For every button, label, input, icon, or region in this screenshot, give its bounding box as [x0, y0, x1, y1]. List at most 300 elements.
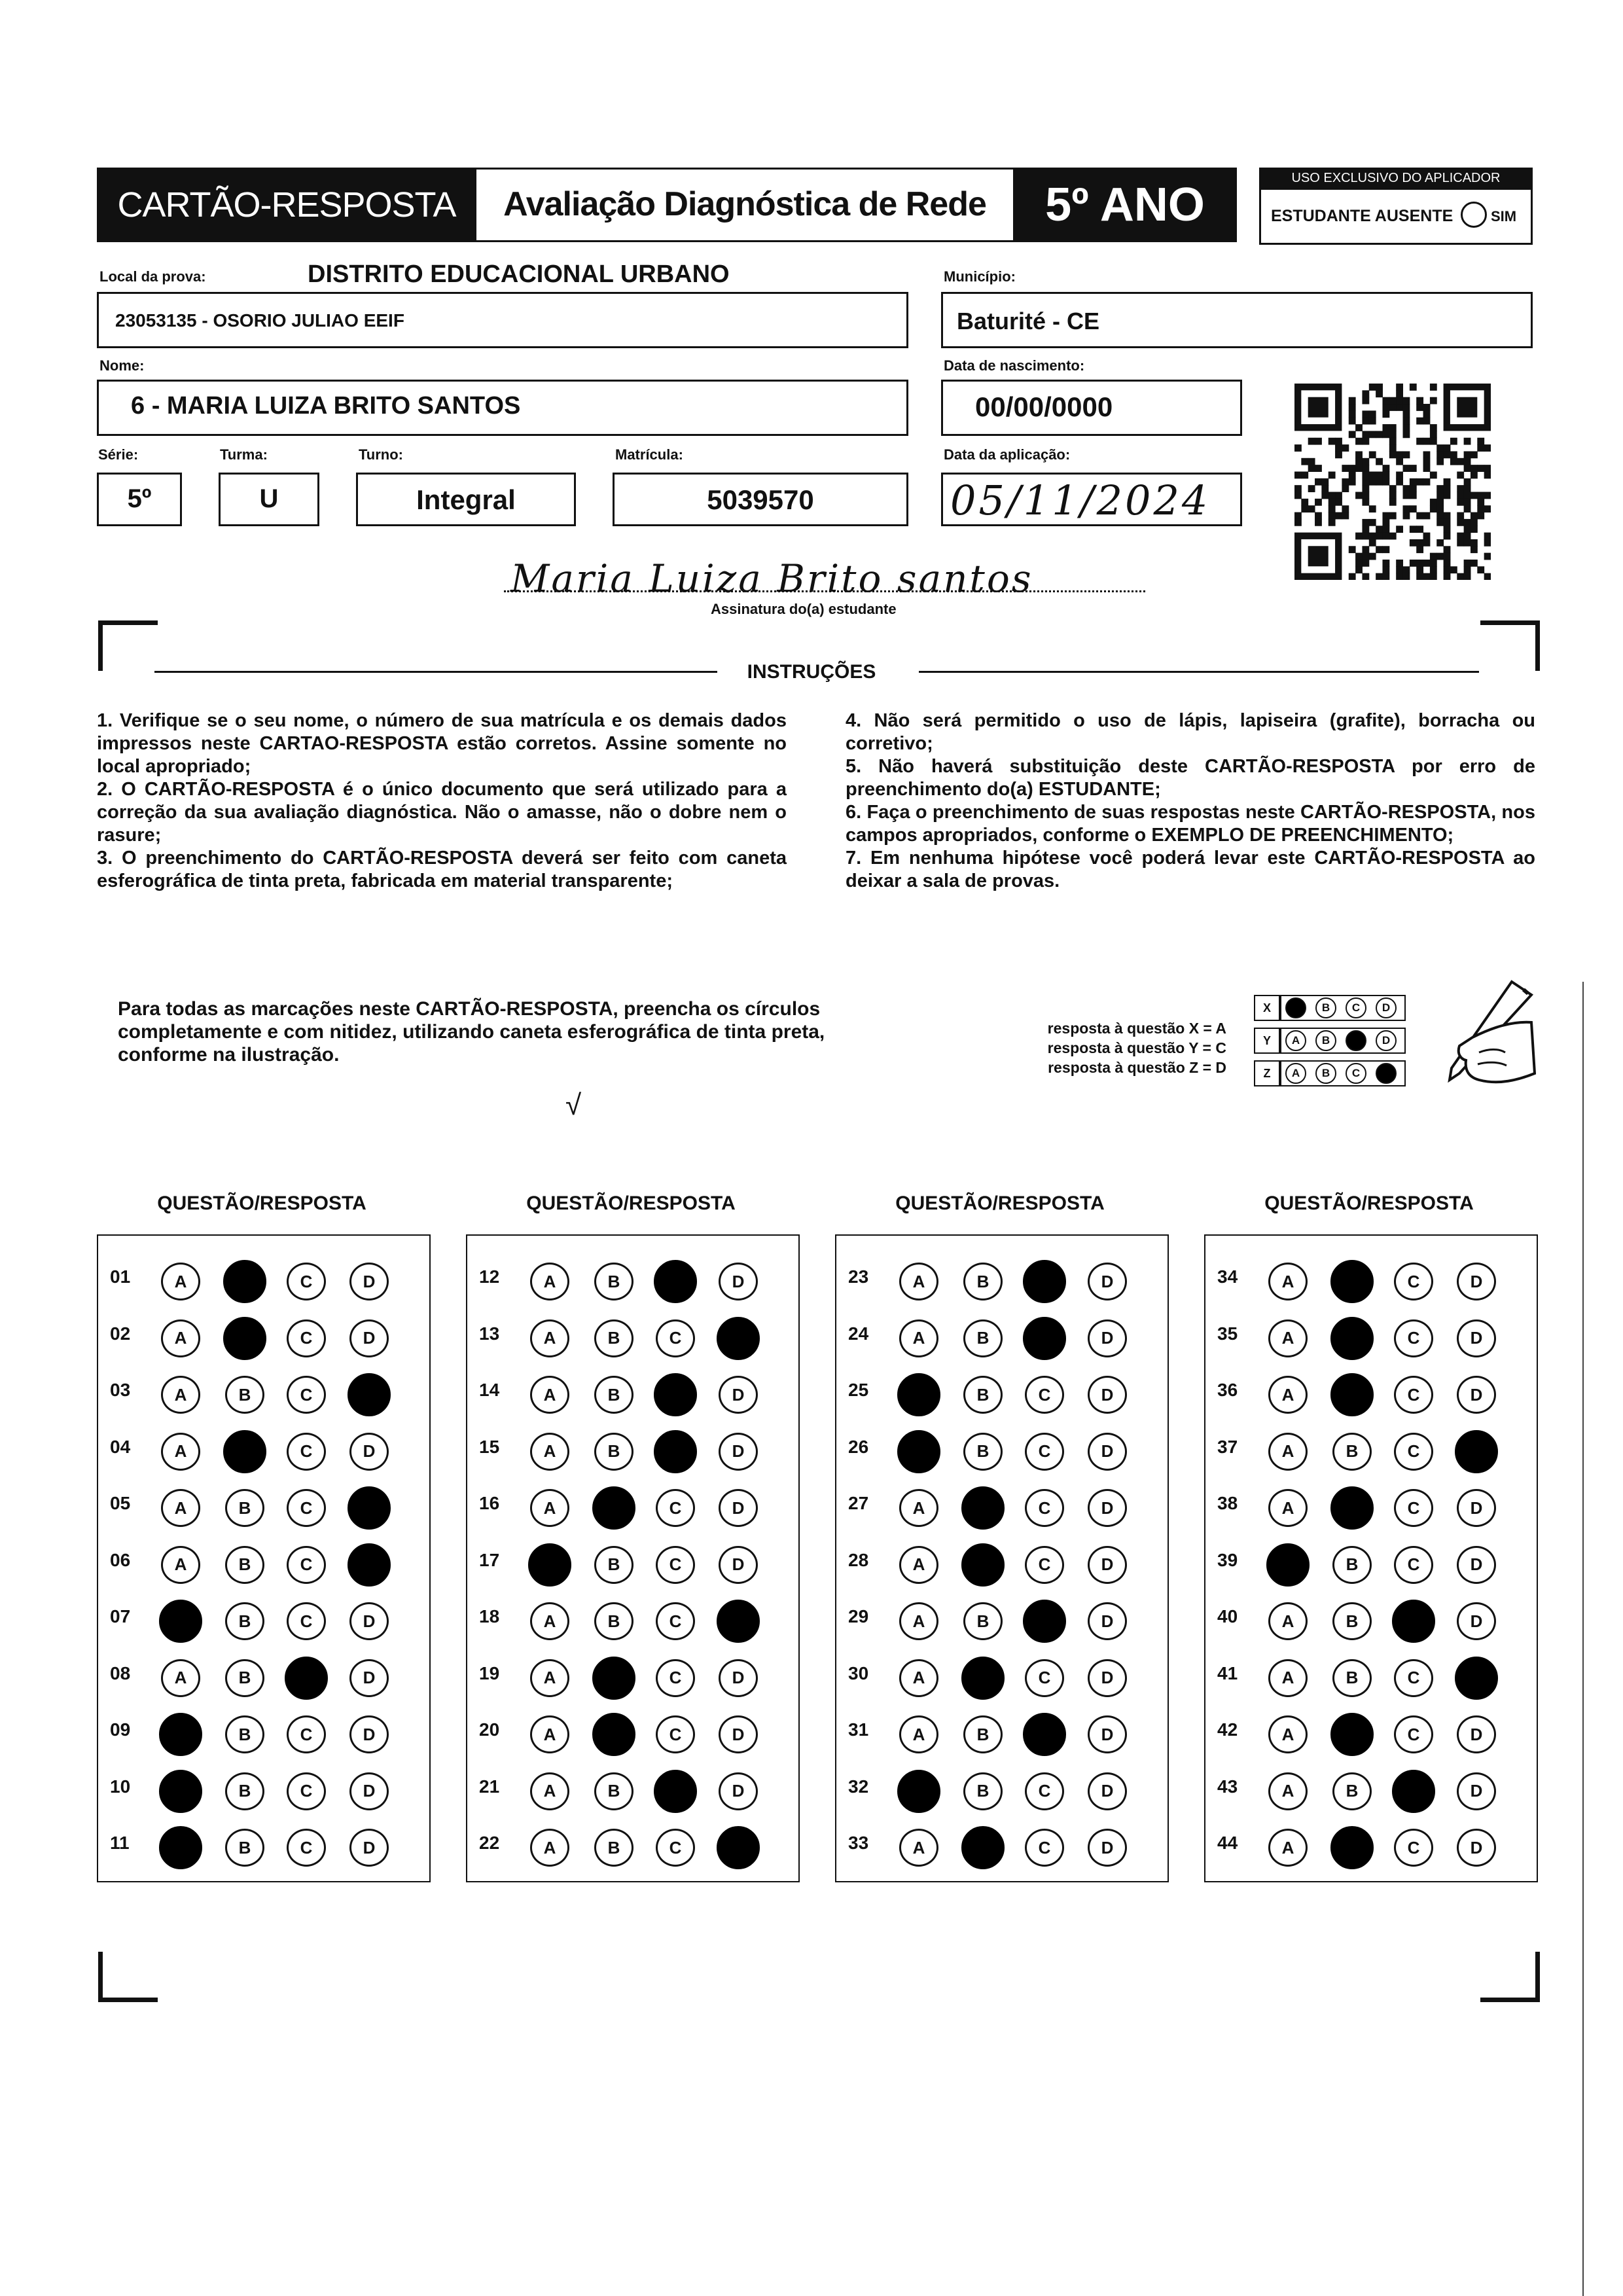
answer-bubble-c[interactable]: C — [654, 1770, 697, 1813]
answer-bubble-d[interactable]: D — [348, 1543, 391, 1587]
answer-bubble-c[interactable]: C — [1025, 1546, 1064, 1584]
answer-bubble-c[interactable]: C — [656, 1546, 695, 1584]
answer-bubble-a[interactable]: A — [1268, 1772, 1308, 1810]
question-number: 20 — [479, 1719, 500, 1740]
question-row — [836, 1816, 1168, 1873]
instruction-7: 7. Em nenhuma hipótese você poderá levar este CARTÃO-RESPOSTA ao deixar a sala de provas. — [846, 848, 1535, 891]
answer-bubble-c[interactable]: C — [287, 1715, 326, 1753]
question-number: 42 — [1217, 1719, 1238, 1740]
answer-bubble-b[interactable]: B — [225, 1546, 264, 1584]
answer-bubble-d[interactable]: D — [719, 1376, 758, 1414]
answer-bubble-b[interactable]: B — [223, 1430, 266, 1473]
question-number: 17 — [479, 1549, 500, 1570]
instructions-title: INSTRUÇÕES — [747, 661, 876, 683]
question-number: 41 — [1217, 1662, 1238, 1683]
question-number: 29 — [848, 1606, 869, 1626]
question-row — [1205, 1250, 1537, 1306]
answer-bubble-a[interactable]: A — [159, 1713, 202, 1756]
answer-bubble-c[interactable]: C — [287, 1772, 326, 1810]
question-row — [98, 1703, 429, 1759]
question-row — [836, 1420, 1168, 1477]
answer-bubble-d[interactable]: D — [1088, 1715, 1127, 1753]
question-number: 33 — [848, 1833, 869, 1853]
scan-edge — [1582, 982, 1584, 2296]
aplicacao-value: 05/11/2024 — [950, 476, 1211, 524]
corner-bottom-left — [98, 1952, 158, 2002]
answer-bubble-c[interactable]: C — [1394, 1433, 1433, 1471]
answer-bubble-c[interactable]: C — [1394, 1659, 1433, 1697]
answer-bubble-b[interactable]: B — [961, 1826, 1005, 1869]
turma-label: Turma: — [220, 446, 268, 463]
answer-bubble-d[interactable]: D — [1088, 1546, 1127, 1584]
corner-top-right — [1480, 620, 1540, 671]
answer-bubble-b[interactable]: B — [1332, 1659, 1372, 1697]
answer-bubble-c[interactable]: C — [1023, 1317, 1066, 1360]
answer-bubble-a[interactable]: A — [1268, 1319, 1308, 1357]
answer-bubble-d[interactable]: D — [349, 1433, 389, 1471]
applicator-title: USO EXCLUSIVO DO APLICADOR — [1291, 171, 1501, 185]
answer-bubble-d[interactable]: D — [1457, 1829, 1496, 1867]
question-row — [1205, 1307, 1537, 1363]
answer-bubble-d[interactable]: D — [1088, 1829, 1127, 1867]
answer-bubble-a[interactable]: A — [899, 1829, 938, 1867]
answer-bubble-d[interactable]: D — [719, 1433, 758, 1471]
answer-bubble-a[interactable]: A — [159, 1600, 202, 1643]
answer-bubble-d[interactable]: D — [349, 1319, 389, 1357]
answer-bubble-b[interactable]: B — [963, 1319, 1003, 1357]
answer-bubble-d[interactable]: D — [1457, 1263, 1496, 1300]
answer-bubble-d[interactable]: D — [1088, 1376, 1127, 1414]
answer-bubble-d[interactable]: D — [717, 1317, 760, 1360]
answer-bubble-c[interactable]: C — [287, 1433, 326, 1471]
answer-bubble-a[interactable]: A — [530, 1263, 569, 1300]
question-row — [836, 1307, 1168, 1363]
question-row — [467, 1703, 798, 1759]
question-number: 03 — [110, 1380, 131, 1400]
answer-bubble-c[interactable]: C — [656, 1715, 695, 1753]
answer-bubble-b[interactable]: B — [594, 1772, 633, 1810]
answer-bubble-a[interactable]: A — [1268, 1263, 1308, 1300]
question-row — [98, 1534, 429, 1590]
question-row — [467, 1477, 798, 1533]
instruction-4: 4. Não será permitido o uso de lápis, lapiseira (grafite), borracha ou corretivo; — [846, 710, 1535, 754]
question-number: 22 — [479, 1833, 500, 1853]
example-legend — [1012, 1018, 1226, 1077]
corner-bottom-right — [1480, 1952, 1540, 2002]
answer-bubble-c[interactable]: C — [1394, 1319, 1433, 1357]
answer-bubble-b[interactable]: B — [594, 1829, 633, 1867]
answer-bubble-c[interactable]: C — [656, 1319, 695, 1357]
question-number: 08 — [110, 1662, 131, 1683]
answer-bubble-c[interactable]: C — [1394, 1263, 1433, 1300]
answer-bubble-a[interactable]: A — [528, 1543, 571, 1587]
answer-bubble-b[interactable]: B — [1332, 1772, 1372, 1810]
answer-bubble-d[interactable]: D — [1455, 1657, 1498, 1700]
serie-label: Série: — [98, 446, 139, 463]
answer-bubble-a[interactable]: A — [159, 1826, 202, 1869]
example-bubble-a: A — [1285, 1063, 1306, 1084]
answer-bubble-b[interactable]: B — [594, 1602, 633, 1640]
answer-bubble-d[interactable]: D — [348, 1373, 391, 1416]
answer-bubble-a[interactable]: A — [530, 1772, 569, 1810]
question-number: 40 — [1217, 1606, 1238, 1626]
answer-bubble-a[interactable]: A — [1268, 1433, 1308, 1471]
question-number: 37 — [1217, 1436, 1238, 1457]
question-number: 12 — [479, 1266, 500, 1287]
answer-bubble-b[interactable]: B — [961, 1543, 1005, 1587]
example-row-label: Y — [1254, 1028, 1280, 1054]
answer-bubble-d[interactable]: D — [1457, 1319, 1496, 1357]
instruction-1: 1. Verifique se o seu nome, o número de sua matrícula e os demais dados impressos neste CARTAO-RESPOSTA estão corretos. Assine somente no local apropriado; — [97, 710, 787, 777]
answer-bubble-b[interactable]: B — [225, 1659, 264, 1697]
question-number: 44 — [1217, 1833, 1238, 1853]
question-row — [836, 1477, 1168, 1533]
answer-bubble-b[interactable]: B — [225, 1829, 264, 1867]
answer-bubble-d[interactable]: D — [349, 1715, 389, 1753]
answer-bubble-d[interactable]: D — [1457, 1772, 1496, 1810]
answer-panel-3 — [835, 1234, 1169, 1882]
answer-bubble-a[interactable]: A — [897, 1373, 940, 1416]
answer-bubble-b[interactable]: B — [223, 1260, 266, 1303]
column-title-4: QUESTÃO/RESPOSTA — [1264, 1193, 1474, 1214]
answer-bubble-b[interactable]: B — [963, 1602, 1003, 1640]
answer-bubble-a[interactable]: A — [1268, 1602, 1308, 1640]
local-district: DISTRITO EDUCACIONAL URBANO — [308, 260, 730, 288]
answer-panel-1 — [97, 1234, 431, 1882]
answer-bubble-b[interactable]: B — [592, 1657, 635, 1700]
example-legend-x: resposta à questão X = A — [1047, 1020, 1226, 1037]
answer-bubble-d[interactable]: D — [349, 1659, 389, 1697]
question-number: 05 — [110, 1493, 131, 1513]
question-number: 16 — [479, 1493, 500, 1513]
example-bubble-d: D — [1376, 997, 1397, 1018]
answer-bubble-a[interactable]: A — [161, 1319, 200, 1357]
answer-bubble-a[interactable]: A — [1268, 1829, 1308, 1867]
answer-bubble-c[interactable]: C — [1023, 1713, 1066, 1756]
answer-bubble-b[interactable]: B — [963, 1772, 1003, 1810]
question-number: 27 — [848, 1493, 869, 1513]
answer-bubble-b[interactable]: B — [225, 1602, 264, 1640]
answer-bubble-b[interactable]: B — [963, 1263, 1003, 1300]
answer-bubble-a[interactable]: A — [530, 1715, 569, 1753]
example-text: Para todas as marcações neste CARTÃO-RESPOSTA, preencha os círculos completamente e com nitidez, utilizando caneta esferográfica de tinta preta, conforme na ilustração. — [118, 998, 825, 1066]
question-row — [1205, 1703, 1537, 1759]
answer-bubble-c[interactable]: C — [1394, 1489, 1433, 1527]
answer-bubble-c[interactable]: C — [1025, 1433, 1064, 1471]
answer-bubble-b[interactable]: B — [1330, 1826, 1374, 1869]
question-row — [467, 1534, 798, 1590]
answer-bubble-d[interactable]: D — [719, 1772, 758, 1810]
answer-bubble-b[interactable]: B — [1330, 1486, 1374, 1530]
answer-bubble-d[interactable]: D — [1455, 1430, 1498, 1473]
question-row — [467, 1307, 798, 1363]
answer-bubble-a[interactable]: A — [530, 1659, 569, 1697]
municipio-label: Município: — [944, 268, 1016, 285]
answer-bubble-a[interactable]: A — [899, 1263, 938, 1300]
answer-panel-4 — [1204, 1234, 1538, 1882]
answer-bubble-b[interactable]: B — [1330, 1317, 1374, 1360]
question-row — [1205, 1760, 1537, 1816]
answer-bubble-d[interactable]: D — [717, 1600, 760, 1643]
matricula-value: 5039570 — [707, 484, 814, 515]
answer-bubble-a[interactable]: A — [1268, 1715, 1308, 1753]
answer-bubble-d[interactable]: D — [349, 1772, 389, 1810]
answer-bubble-c[interactable]: C — [656, 1489, 695, 1527]
answer-bubble-a[interactable]: A — [530, 1376, 569, 1414]
absent-checkbox[interactable] — [1461, 202, 1487, 228]
answer-bubble-d[interactable]: D — [717, 1826, 760, 1869]
question-number: 26 — [848, 1436, 869, 1457]
answer-bubble-b[interactable]: B — [594, 1546, 633, 1584]
question-row — [98, 1250, 429, 1306]
answer-bubble-c[interactable]: C — [287, 1602, 326, 1640]
answer-bubble-b[interactable]: B — [225, 1376, 264, 1414]
column-title-3: QUESTÃO/RESPOSTA — [895, 1193, 1105, 1214]
question-row — [836, 1703, 1168, 1759]
answer-bubble-c[interactable]: C — [1025, 1659, 1064, 1697]
question-row — [98, 1816, 429, 1873]
answer-bubble-b[interactable]: B — [592, 1713, 635, 1756]
answer-bubble-c[interactable]: C — [1392, 1600, 1435, 1643]
question-number: 06 — [110, 1549, 131, 1570]
answer-bubble-d[interactable]: D — [1088, 1489, 1127, 1527]
example-checkmark: √ — [565, 1089, 582, 1121]
answer-bubble-a[interactable]: A — [1266, 1543, 1310, 1587]
answer-bubble-a[interactable]: A — [899, 1602, 938, 1640]
answer-bubble-c[interactable]: C — [287, 1489, 326, 1527]
answer-bubble-a[interactable]: A — [161, 1546, 200, 1584]
question-row — [467, 1363, 798, 1420]
question-row — [836, 1363, 1168, 1420]
answer-bubble-d[interactable]: D — [349, 1263, 389, 1300]
question-number: 35 — [1217, 1323, 1238, 1344]
answer-bubble-d[interactable]: D — [1457, 1602, 1496, 1640]
card-label: CARTÃO-RESPOSTA — [117, 185, 456, 224]
answer-bubble-b[interactable]: B — [1332, 1546, 1372, 1584]
question-number: 11 — [110, 1833, 130, 1853]
answer-bubble-d[interactable]: D — [719, 1546, 758, 1584]
instruction-6: 6. Faça o preenchimento de suas respostas neste CARTÃO-RESPOSTA, nos campos apropriados, conforme o EXEMPLO DE PREENCHIMENTO; — [846, 802, 1535, 846]
answer-bubble-d[interactable]: D — [1088, 1263, 1127, 1300]
matricula-label: Matrícula: — [615, 446, 683, 463]
question-number: 15 — [479, 1436, 500, 1457]
answer-bubble-a[interactable]: A — [1268, 1659, 1308, 1697]
answer-bubble-c[interactable]: C — [656, 1602, 695, 1640]
answer-bubble-c[interactable]: C — [287, 1376, 326, 1414]
answer-bubble-c[interactable]: C — [1392, 1770, 1435, 1813]
example-bubble-d: D — [1376, 1063, 1397, 1084]
answer-bubble-a[interactable]: A — [530, 1489, 569, 1527]
answer-bubble-d[interactable]: D — [719, 1263, 758, 1300]
question-row — [836, 1647, 1168, 1703]
answer-bubble-d[interactable]: D — [349, 1829, 389, 1867]
answer-bubble-a[interactable]: A — [1268, 1489, 1308, 1527]
nascimento-label: Data de nascimento: — [944, 357, 1085, 374]
question-row — [1205, 1477, 1537, 1533]
exam-title: Avaliação Diagnóstica de Rede — [503, 185, 986, 223]
question-row — [467, 1250, 798, 1306]
answer-bubble-b[interactable]: B — [594, 1433, 633, 1471]
answer-bubble-a[interactable]: A — [161, 1263, 200, 1300]
answer-bubble-d[interactable]: D — [1088, 1319, 1127, 1357]
answer-bubble-b[interactable]: B — [225, 1489, 264, 1527]
answer-bubble-a[interactable]: A — [899, 1489, 938, 1527]
answer-bubble-a[interactable]: A — [899, 1319, 938, 1357]
answer-bubble-b[interactable]: B — [594, 1319, 633, 1357]
question-number: 34 — [1217, 1266, 1238, 1287]
answer-bubble-a[interactable]: A — [899, 1546, 938, 1584]
question-row — [98, 1477, 429, 1533]
question-number: 02 — [110, 1323, 131, 1344]
question-number: 43 — [1217, 1776, 1238, 1797]
answer-bubble-b[interactable]: B — [961, 1486, 1005, 1530]
answer-bubble-d[interactable]: D — [1457, 1715, 1496, 1753]
nome-label: Nome: — [99, 357, 145, 374]
answer-bubble-a[interactable]: A — [1268, 1376, 1308, 1414]
answer-bubble-c[interactable]: C — [1394, 1546, 1433, 1584]
answer-bubble-b[interactable]: B — [961, 1657, 1005, 1700]
answer-bubble-c[interactable]: C — [1023, 1600, 1066, 1643]
question-row — [836, 1760, 1168, 1816]
question-number: 21 — [479, 1776, 500, 1797]
instructions-right — [846, 709, 1535, 893]
question-row — [836, 1590, 1168, 1646]
answer-bubble-a[interactable]: A — [899, 1659, 938, 1697]
answer-bubble-c[interactable]: C — [1394, 1376, 1433, 1414]
absent-option: SIM — [1491, 208, 1517, 224]
answer-bubble-b[interactable]: B — [1330, 1260, 1374, 1303]
answer-bubble-b[interactable]: B — [223, 1317, 266, 1360]
answer-bubble-c[interactable]: C — [285, 1657, 328, 1700]
question-number: 04 — [110, 1436, 131, 1457]
signature-label: Assinatura do(a) estudante — [711, 601, 897, 617]
example-row-label: X — [1254, 995, 1280, 1021]
question-number: 36 — [1217, 1380, 1238, 1400]
answer-bubble-a[interactable]: A — [530, 1602, 569, 1640]
answer-bubble-b[interactable]: B — [1332, 1433, 1372, 1471]
qr-code — [1294, 384, 1491, 580]
question-number: 31 — [848, 1719, 869, 1740]
answer-bubble-c[interactable]: C — [1025, 1772, 1064, 1810]
question-row — [836, 1250, 1168, 1306]
answer-bubble-b[interactable]: B — [592, 1486, 635, 1530]
answer-bubble-b[interactable]: B — [963, 1715, 1003, 1753]
answer-bubble-d[interactable]: D — [1088, 1602, 1127, 1640]
answer-bubble-b[interactable]: B — [1330, 1373, 1374, 1416]
signature-value: Maria Luiza Brito santos — [510, 556, 1033, 601]
answer-bubble-d[interactable]: D — [1088, 1659, 1127, 1697]
answer-bubble-b[interactable]: B — [594, 1376, 633, 1414]
question-number: 18 — [479, 1606, 500, 1626]
answer-bubble-c[interactable]: C — [654, 1373, 697, 1416]
pen-hand-illustration — [1400, 975, 1538, 1106]
answer-bubble-c[interactable]: C — [656, 1659, 695, 1697]
answer-bubble-b[interactable]: B — [963, 1433, 1003, 1471]
example-bubble-c: C — [1346, 1030, 1366, 1051]
answer-bubble-c[interactable]: C — [1394, 1829, 1433, 1867]
instruction-5: 5. Não haverá substituição deste CARTÃO-RESPOSTA por erro de preenchimento do(a) ESTUDANTE; — [846, 756, 1535, 800]
question-row — [467, 1647, 798, 1703]
question-row — [467, 1816, 798, 1873]
answer-bubble-c[interactable]: C — [287, 1829, 326, 1867]
nome-value: 6 - MARIA LUIZA BRITO SANTOS — [131, 392, 521, 420]
question-row — [467, 1760, 798, 1816]
answer-bubble-a[interactable]: A — [159, 1770, 202, 1813]
answer-bubble-d[interactable]: D — [348, 1486, 391, 1530]
answer-bubble-b[interactable]: B — [1332, 1602, 1372, 1640]
example-bubble-a: A — [1285, 997, 1306, 1018]
answer-bubble-c[interactable]: C — [1394, 1715, 1433, 1753]
answer-bubble-a[interactable]: A — [161, 1659, 200, 1697]
example-row-label: Z — [1254, 1060, 1280, 1086]
answer-bubble-a[interactable]: A — [897, 1430, 940, 1473]
answer-bubble-c[interactable]: C — [287, 1319, 326, 1357]
answer-bubble-c[interactable]: C — [1025, 1489, 1064, 1527]
answer-bubble-b[interactable]: B — [225, 1715, 264, 1753]
answer-bubble-a[interactable]: A — [161, 1433, 200, 1471]
answer-bubble-c[interactable]: C — [287, 1546, 326, 1584]
answer-bubble-d[interactable]: D — [1088, 1772, 1127, 1810]
answer-bubble-a[interactable]: A — [161, 1489, 200, 1527]
question-row — [467, 1420, 798, 1477]
answer-bubble-b[interactable]: B — [963, 1376, 1003, 1414]
question-number: 38 — [1217, 1493, 1238, 1513]
answer-bubble-c[interactable]: C — [1025, 1376, 1064, 1414]
answer-bubble-c[interactable]: C — [654, 1430, 697, 1473]
answer-bubble-d[interactable]: D — [719, 1489, 758, 1527]
answer-bubble-a[interactable]: A — [161, 1376, 200, 1414]
answer-bubble-b[interactable]: B — [1330, 1713, 1374, 1756]
question-row — [467, 1590, 798, 1646]
question-number: 01 — [110, 1266, 131, 1287]
answer-bubble-b[interactable]: B — [225, 1772, 264, 1810]
answer-bubble-c[interactable]: C — [287, 1263, 326, 1300]
turno-label: Turno: — [359, 446, 404, 463]
answer-bubble-d[interactable]: D — [719, 1659, 758, 1697]
example-bubble-c: C — [1346, 997, 1366, 1018]
answer-bubble-d[interactable]: D — [1457, 1489, 1496, 1527]
question-number: 10 — [110, 1776, 131, 1797]
turma-value: U — [259, 484, 279, 513]
absent-label: ESTUDANTE AUSENTE — [1271, 207, 1454, 225]
answer-bubble-d[interactable]: D — [1457, 1546, 1496, 1584]
answer-bubble-a[interactable]: A — [899, 1715, 938, 1753]
question-number: 24 — [848, 1323, 869, 1344]
answer-bubble-b[interactable]: B — [594, 1263, 633, 1300]
question-row — [98, 1590, 429, 1646]
question-number: 13 — [479, 1323, 500, 1344]
answer-bubble-c[interactable]: C — [1023, 1260, 1066, 1303]
question-number: 28 — [848, 1549, 869, 1570]
answer-bubble-d[interactable]: D — [1088, 1433, 1127, 1471]
answer-bubble-c[interactable]: C — [656, 1829, 695, 1867]
answer-bubble-c[interactable]: C — [654, 1260, 697, 1303]
instructions-left — [97, 709, 787, 893]
municipio-value: Baturité - CE — [957, 308, 1100, 334]
answer-bubble-a[interactable]: A — [530, 1829, 569, 1867]
answer-bubble-c[interactable]: C — [1025, 1829, 1064, 1867]
answer-bubble-a[interactable]: A — [530, 1319, 569, 1357]
answer-bubble-a[interactable]: A — [530, 1433, 569, 1471]
grade-label: 5º ANO — [1045, 179, 1205, 231]
answer-bubble-d[interactable]: D — [349, 1602, 389, 1640]
example-legend-z: resposta à questão Z = D — [1048, 1059, 1226, 1076]
answer-bubble-d[interactable]: D — [1457, 1376, 1496, 1414]
answer-bubble-d[interactable]: D — [719, 1715, 758, 1753]
question-row — [1205, 1590, 1537, 1646]
question-number: 07 — [110, 1606, 131, 1626]
answer-bubble-a[interactable]: A — [897, 1770, 940, 1813]
